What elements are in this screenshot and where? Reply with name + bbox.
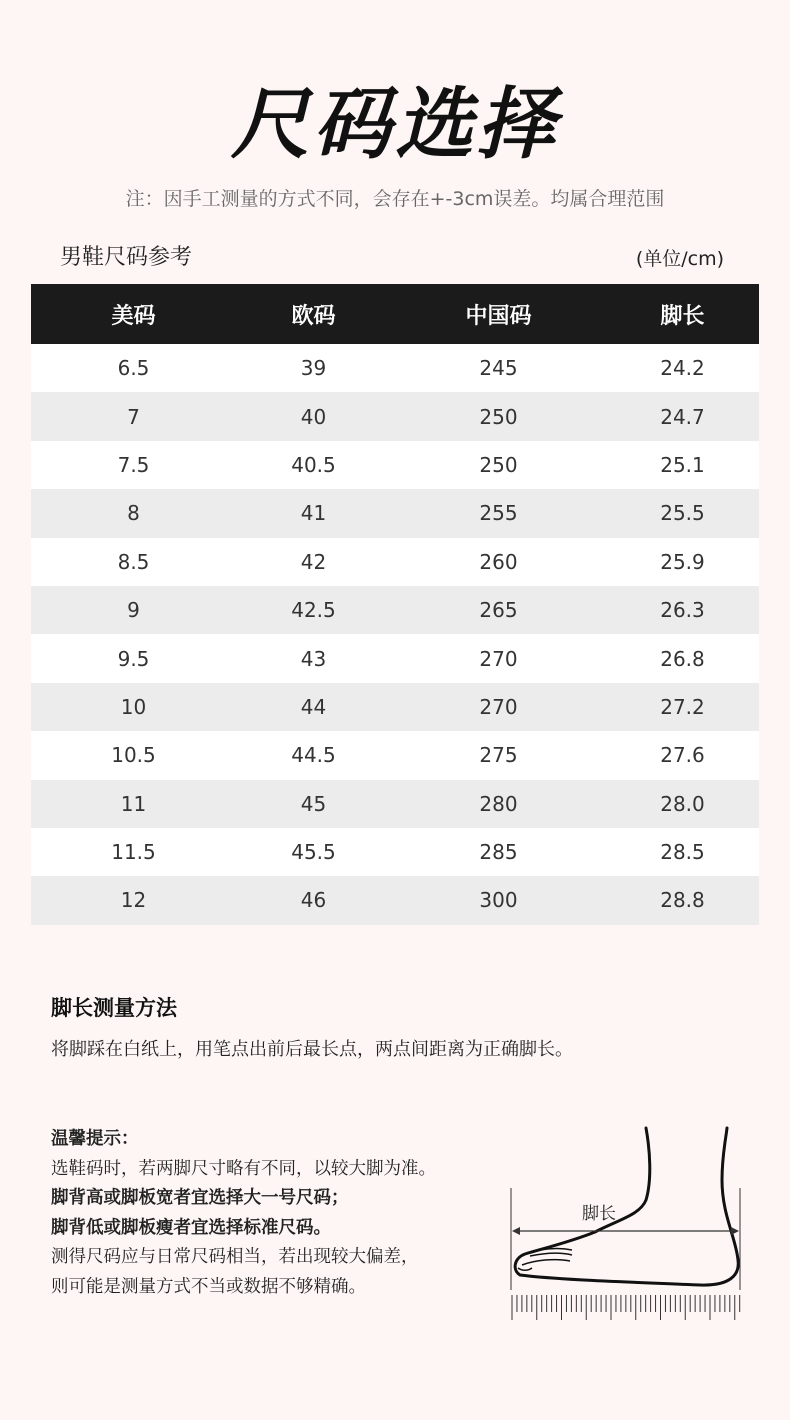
- cell-eu-size: 42: [300, 549, 327, 574]
- table-row: [31, 731, 759, 779]
- cell-eu-size: 42.5: [291, 598, 336, 623]
- cell-eu-size: 43: [300, 646, 327, 671]
- cell-foot-length: 24.2: [660, 356, 705, 381]
- cell-cn-size: 265: [479, 598, 518, 623]
- cell-cn-size: 270: [479, 646, 518, 671]
- method-heading: 脚长测量方法: [51, 996, 177, 1020]
- cell-cn-size: 250: [479, 404, 518, 429]
- cell-us-size: 11.5: [111, 840, 156, 865]
- cell-eu-size: 40.5: [291, 452, 336, 477]
- cell-foot-length: 27.2: [660, 694, 705, 719]
- table-row: [31, 538, 759, 586]
- ruler: [512, 1295, 740, 1320]
- table-body: [31, 344, 759, 925]
- tips-line: 脚背高或脚板宽者宜选择大一号尺码；: [51, 1188, 349, 1208]
- table-row: [31, 683, 759, 731]
- table-row: [31, 586, 759, 634]
- cell-eu-size: 45.5: [291, 840, 336, 865]
- foot-measure-diagram: [500, 1120, 750, 1330]
- tips-line: 则可能是测量方式不当或数据不够精确。: [51, 1276, 366, 1297]
- tips-line: 测得尺码应与日常尺码相当，若出现较大偏差，: [51, 1247, 419, 1267]
- page-title: 尺码选择: [230, 80, 559, 170]
- cell-us-size: 8.5: [117, 549, 150, 574]
- table-header: [31, 284, 759, 344]
- cell-us-size: 10.5: [111, 743, 156, 768]
- table-row: [31, 489, 759, 537]
- cell-us-size: 10: [120, 694, 147, 719]
- cell-us-size: 7.5: [117, 452, 150, 477]
- cell-foot-length: 28.0: [660, 791, 705, 816]
- cell-foot-length: 24.7: [660, 404, 705, 429]
- tips-line: 选鞋码时，若两脚尺寸略有不同，以较大脚为准。: [51, 1158, 436, 1179]
- tips-heading: 温馨提示：: [51, 1129, 139, 1149]
- unit-label: (单位/cm): [635, 248, 724, 270]
- cell-foot-length: 28.8: [660, 888, 705, 913]
- cell-foot-length: 26.3: [660, 598, 705, 623]
- table-row: [31, 344, 759, 392]
- size-table: [31, 284, 759, 925]
- cell-foot-length: 26.8: [660, 646, 705, 671]
- header-us-size: 美码: [111, 303, 156, 329]
- cell-foot-length: 25.9: [660, 549, 705, 574]
- cell-eu-size: 45: [300, 791, 327, 816]
- cell-us-size: 9.5: [117, 646, 150, 671]
- cell-cn-size: 285: [479, 840, 518, 865]
- cell-cn-size: 250: [479, 452, 518, 477]
- cell-cn-size: 280: [479, 791, 518, 816]
- cell-cn-size: 255: [479, 501, 518, 526]
- cell-cn-size: 300: [479, 888, 518, 913]
- table-row: [31, 634, 759, 682]
- cell-us-size: 7: [127, 404, 140, 429]
- method-text: 将脚踩在白纸上，用笔点出前后最长点，两点间距离为正确脚长。: [51, 1039, 573, 1060]
- cell-foot-length: 25.1: [660, 452, 705, 477]
- table-row: [31, 876, 759, 924]
- table-row: [31, 441, 759, 489]
- tips-block: [51, 1125, 436, 1302]
- header-eu-size: 欧码: [291, 303, 336, 329]
- table-row: [31, 828, 759, 876]
- cell-us-size: 9: [127, 598, 140, 623]
- table-title: 男鞋尺码参考: [60, 245, 193, 270]
- cell-foot-length: 27.6: [660, 743, 705, 768]
- cell-eu-size: 46: [300, 888, 327, 913]
- header-cn-size: 中国码: [465, 303, 532, 329]
- cell-us-size: 6.5: [117, 356, 150, 381]
- diagram-label: 脚长: [582, 1204, 616, 1224]
- cell-cn-size: 275: [479, 743, 518, 768]
- cell-eu-size: 44: [300, 694, 327, 719]
- cell-foot-length: 28.5: [660, 840, 705, 865]
- cell-foot-length: 25.5: [660, 501, 705, 526]
- cell-us-size: 8: [127, 501, 140, 526]
- measurement-note: 注：因手工测量的方式不同，会存在+-3cm误差。均属合理范围: [125, 188, 665, 210]
- cell-eu-size: 40: [300, 404, 327, 429]
- header-foot-length: 脚长: [660, 303, 705, 329]
- cell-eu-size: 44.5: [291, 743, 336, 768]
- tips-line: 脚背低或脚板瘦者宜选择标准尺码。: [51, 1217, 331, 1238]
- table-row: [31, 392, 759, 440]
- cell-cn-size: 270: [479, 694, 518, 719]
- cell-eu-size: 39: [300, 356, 327, 381]
- table-row: [31, 780, 759, 828]
- cell-us-size: 11: [120, 791, 147, 816]
- cell-cn-size: 260: [479, 549, 518, 574]
- cell-cn-size: 245: [479, 356, 518, 381]
- cell-us-size: 12: [120, 888, 147, 913]
- cell-eu-size: 41: [300, 501, 327, 526]
